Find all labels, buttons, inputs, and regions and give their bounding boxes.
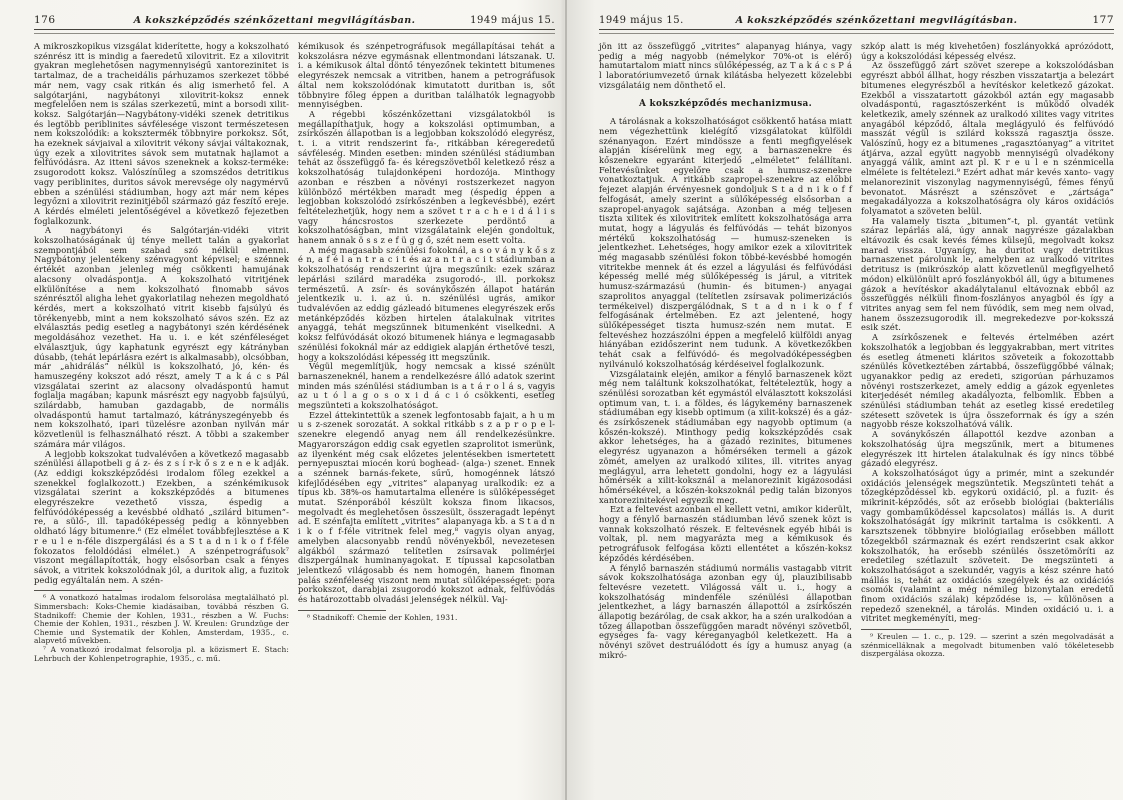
paragraph: A kokszolhatóságot úgy a primér, mint a szekundér oxidációs jelenségek megszüntetik. Megszünteti tehát a tőzegképződéssel kb. egykorú oxidáció, pl. a fuzit- és mikrinit-képződés, sőt az erősebb biológiai (bakteriális vagy gombaműködéssel kapcsolatos) mállás is. A durit kokszolhatóságát így mikrinit tartalma is csökkenti. A karsztszenek többnyire biológiailag erősebben mállott tőzegekből származnak és ezért rendszerint csak akkor kokszolhatók, ha erősebb szénülés összetömöríti az eredetileg szétlazult szöveteit. De megszünteti a kokszolhatóságot a szekundér, vagyis a kész szénre ható mállás is, tehát az oxidációs szegélyek és az oxidációs csomók (valamint a még némileg bizonytalan eredetű finom oxidációs szálak) képződése is, — különösen a repedező szeneknél, a tárolás. Minden oxidáció u. i. a vitritet megkeményíti, meg- [861,467,1114,624]
section-heading: A kokszképződés mechanizmusa. [638,98,813,109]
footnote: ⁶ A vonatkozó hatalmas irodalom felsorolása megtalálható pl. Simmersbach: Koks-Chemie kiadásaiban, továbbá részben G. Stadnikoff: Chemie der Kohlen, 1931., részben a W. Fuchs: Chemie der Kohlen, 1931., részben J. W. Kreulen: Grundzüge der Chemie und Systematik der Kohlen, Amsterdam, 1935., c. alapvető művekben. [34,593,289,646]
issue-date: 1949 május 15. [470,15,555,26]
right-page-column-1 [599,42,852,661]
paragraph: A tárolásnak a kokszolhatóságot csökkentő hatása miatt nem végezhettünk kielégítő vizsgálatokat külföldi szénanyagon. Ezért mindössze a fenti megfigyelések alapján kísérelünk meg egy, a barnaszenekre és kőszenekre egyaránt kiterjedő „elméletet” felállítani. Feltevésünket egyelőre csak a humusz-szenekre vonatkoztatjuk. A ritkább szapropel-szenekre az előbbi fejezet alapján érvényesnek gondoljuk S t a d n i k o f f felfogását, amely szerint a sülőképesség elsősorban a szapropel-anyagok sajátsága. Azonban a még teljesen tiszta xilitek és xilovitritek említett kokszolhatósága arra mutat, hogy a lágyulás és felfúvódás — tehát bizonyos mértékű kokszolhatóság — humusz-szeneken is jelentkezhet. Lehetséges, hogy amikor ezek a xilovitritek még magasabb szénülési fokon többé-kevésbbé homogén vitritekbe mennek át és ezzel a lágyulási és felfúvódási képesség mellé még sülőképesség is járul, a vitritek humusz-származású (humin- és bitumen-) anyagai szaprolitos anyaggal (telítetlen zsírsavak polimerizációs termékeivel) diszpergálódnak, S t a d n i k o f f felfogásának értelmében. Ez azt jelentené, hogy sülőképességet tiszta humusz-szén nem mutat. E feltevéshez hozzászólni éppen a megfelelő külföldi anyag hiányában ezidőszerint nem tudunk. A következőkben tehát csak a felfúvódó- és megolvadóképességben nyilvánuló kokszolhatóság kérdéseivel foglalkozunk. [599,116,852,369]
page-176 [0,0,561,800]
text-columns [34,42,555,663]
paragraph: A soványkőszén állapottól kezdve azonban a kokszolhatóság újra megszűnik, mert a bitumenes elegyrészek itt hirtelen átalakulnak és így nincs többé gázadó elegyrész. [861,429,1114,469]
footnote: ⁸ Stadnikoff: Chemie der Kohlen, 1931. [307,612,458,622]
header-rule [599,29,1114,34]
footnote: ⁷ A vonatkozó irodalmat felsorolja pl. a közismert E. Stach: Lehrbuch der Kohlenpetrographie, 1935., c. mű. [34,644,289,663]
paragraph: Ha valamely tiszta „bitumen”-t, pl. gyantát vetünk száraz lepárlás alá, úgy annak nagyrésze gázalakban eltávozik és csak kevés fémes külsejű, megolvadt koksz marad vissza. Ugyanígy, ha duritot vagy detritikus barnaszenet párolunk le, amelyben az uralkodó vitrites detritusz is (mikrószkóp alatt közvetlenül megfigyelhető módon) elkülönült apró foszlányokból áll, úgy a bitumenes gázok a hevítéskor akadálytalanul eltávoznak ebből az összefüggés nélküli finom-foszlányos anyagból és így a vitrites anyag sem fel nem fúvódik, sem meg nem olvad, hanem összezsugorodik ill. megrekedezve por-koksszá esik szét. [861,215,1114,333]
page-177 [561,0,1122,800]
paragraph: A még magasabb szénülési fokoknál, a s o v á n y k ő s z é n, a f é l a n t r a c i t és az a n t r a c i t stádiumban a kokszolhatóság rendszerint újra megszűnik: ezek száraz lepárlási szilárd maradéka zsugorodó-, ill. porkoksz természetű. A zsír- és soványkőszén állapot határán jelentkezik u. i. az ú. n. szénülési ugrás, amikor tudvalévően az eddig gázleadó bitumenes elegyrészek erős metánképződés közben hirtelen átalakulnak vitrites anyaggá, tehát megszűnnek bitumenként viselkedni. A koksz felfúvódását okozó bitumenek hiánya e legmagasabb szénülési fokoknál már az eddigiek alapján érthetővé teszi, hogy a kokszolódási képesség itt megszűnik. [298,244,555,362]
paragraph: Ezzel áttekintettük a szenek legfontosabb fajait, a h u m u s z-szenek sorozatát. A sokkal ritkább s z a p r o p e l-szenekre elegendő anyag nem áll rendelkezésünkre. Magyarországon eddig csak egyetlen szaprolitot ismerünk, az ilyenként még csak előzetes jelentésekben ismertetett pernyepusztai miocén korú boghead- (alga-) szenet. Ennek a szénnek barnás-fekete, sűrű, homogénnek látszó kifejlődésében egy „vitrites” alapanyag uralkodik: ez a típus kb. 38%-os hamutartalma ellenére is sülőképességet mutat. Szénporából készült koksza finom likacsos, megolvadt és meglehetősen összesült, összeragadt lepényt ad. E szénfajta említett „vitrites” alapanyaga kb. a S t a d n i k o f f-féle vitritnek felel meg,⁸ vagyis olyan anyag, amelyben alacsonyabb rendű növényekből, nevezetesen algákból származó telítetlen zsírsavak polimérjei diszpergálnak huminanyagokat. E típussal kapcsolatban jelentkező világosabb és nem homogén, hanem finoman palás szénféleség viszont nem mutat sülőképességet: pora porkokszot, darabjai zsugorodó kokszot adnak, felfúvódás és határozottabb olvadási jelenségek nélkül. Vaj- [298,409,555,605]
footnote-rule [34,590,122,591]
paragraph: A régebbi kőszénkőzettani vizsgálatokból is megállapíthatjuk, hogy a kokszolási optimumban, a zsírkőszén állapotban is a legjobban kokszolódó elegyrész, t. i. a vitrit rendszerint fa-, ritkábban kéregeredetű sávféleség. Minden esetben: minden szénülési stádiumban tehát az összefüggő fa- és kéregszövetből keletkező rész a kokszolhatóság tulajdonképeni hordozója. Minthogy azonban e részben a növényi rostszerkezet nagyon különböző mértékben maradt meg (éspedig éppen a legjobban kokszolódó zsírkőszénben a legkevésbbé), ezért feltételezhetjük, hogy nem a szövet t r a c h e i d á l i s vagy háncsrostos szerkezete perdöntő a kokszolhatóságban, mint vizsgálataink elején gondoltuk, hanem annak ö s s z e f ü g g ő, szét nem esett volta. [298,108,555,246]
running-title: A kokszképződés szénkőzettani megvilágításban. [735,15,1018,26]
paragraph: Végül megemlítjük, hogy nemcsak a kissé szénült barnaszeneknél, hanem a rendelkezésre álló adatok szerint minden más szénülési stádiumban is a t á r o l á s, vagyis az u t ó l a g o s o x i d á c i ó csökkenti, esetleg megszünteti a kokszolhatóságot. [298,361,555,411]
page-number: 176 [34,14,56,26]
footnotes [34,594,289,663]
footnote-rule [861,629,949,630]
header-rule [34,29,555,34]
left-page-column-2 [298,42,555,663]
paragraph: A legjobb kokszokat tudvalévően a következő magasabb szénülési állapotbeli g á z- és z s í r-k ő s z e n e k adják. (Az eddigi kokszképződési irodalom főleg ezekkel a szenekkel foglalkozott.) Ezekben, a szénkémikusok vizsgálatai szerint a kokszképződés a bitumenes elegyrészekre vezethető vissza, éspedig a felfúvódóképesség a kevésbbé oldható „szilárd bitumen”-re, a sülő-, ill. tapadóképesség pedig a könnyebben oldható lágy bitumenre.⁶ (Ez elmélet továbbfejlesztése a K r e u l e n-féle diszpergálási és a S t a d n i k o f f-féle fokozatos feloldódási elmélet.) A szénpetrográfusok⁷ viszont megállapították, hogy elsősorban csak a fényes sávok, a vitritek kokszolódnak jól, a duritok alig, a fuzitok pedig egyáltalán nem. A szén- [34,448,289,585]
paragraph: A mikroszkopikus vizsgálat kiderítette, hogy a kokszolható szénrész itt is mindig a faeredetű xilovitrit. Ez a xilovitrit gyakran meglehetősen nagymennyiségű xantorezinitet is tartalmaz, de a tracheidális párhuzamos szerkezet többé már nem, vagy csak ritkán és alig ismerhető fel. A salgótarjáni, nagybátonyi xilovitrit-koksz ennek megfelelően nem is szálas szerkezetű, mint a borsodi xilit-koksz. Salgótarján—Nagybátony-vidéki szenek detritikus és legtöbb periblinites sávfélesége viszont természetesen nem kokszolódik: a koksztermék többnyire porkoksz. Sőt, ha ezeknek sávjaival a xilovitrit vékony sávjai váltakoznak, úgy ezek a xilovitrites sávok sem mutatnak hajlamot a felfúvódásra. Az itteni sávos szeneknek a koksz-terméke: zsugorodott koksz. Valószínűleg a szomszédos detritikus vagy periblinites, duritos sávok merevsége oly nagymérvű ebben a szénülési stádiumban, hogy azt már nem képes legyőzni a xilovitrit rezinitjéből származó gáz feszítő ereje. A kérdés elméleti jelentőségével a következő fejezetben foglalkozunk. [34,41,289,226]
footnotes [861,633,1114,659]
right-page-column-2 [861,42,1114,661]
issue-date: 1949 május 15. [599,15,684,26]
text-columns [599,42,1114,661]
footnotes [298,614,555,623]
page-header [34,14,555,26]
paragraph: szkóp alatt is még kivehetően) foszlányokká aprózódott, úgy a kokszolódási képesség elvész. [861,41,1114,61]
page-number: 177 [1092,14,1114,26]
footnote: ⁹ Kreulen — 1. c., p. 129. — szerint a szén megolvadását a szénmicelláknak a megolvadt bitumenben való tökéletesebb diszpergálása okozza. [861,632,1114,659]
paragraph: jön itt az összefüggő „vitrites” alapanyag hiánya, vagy pedig a még nagyobb (némelykor 70%-ot is elérő) hamutartalom miatt nincs sülőképesség, az T a k á c s P á l laboratóriumvezető úrnak kilátásba helyezett közelebbi vizsgálatáig nem dönthető el. [599,41,852,90]
paragraph: A zsírkőszenek e feltevés értelmében azért kokszolhatók a legjobban és leggyakrabban, mert vitrites és esetleg átmeneti kláritos szöveteik a fokozottabb szénülés következtében zártabbá, összefüggőbbé válnak; ugyanakkor pedig az eredeti, szigorúan párhuzamos növényi rostszerkezet, amely eddig a gázok egyenletes kiterjedését némileg akadályozta, felbomlik. Ebben a szénülési stádiumban tehát az esetleg kissé eredetileg szétesett szövetek is újra összeforrnak és így a szén nagyobb része kokszolhatóvá válik. [861,332,1114,430]
paragraph: Vizsgálataink elején, amikor a fénylő barnaszenek közt még nem találtunk kokszolhatókat, feltételeztük, hogy a szénülési sorozatban két egymástól elválasztott kokszolási optimum van, t. i. a földes, és lágykemény barnaszenek stádiumában egy kisebb optimum (a xilit-kokszé) és a gáz- és zsírkőszenek stádiumában egy nagyobb optimum (a kőszén-kokszé). Minthogy pedig kokszképződés csak akkor lehetséges, ha a gázadó rezinites, bitumenes elegyrész ugyanazon a hőmérséken termeli a gázok zömét, amelyen az uralkodó xilites, ill. vitrites anyag meglágyul, arra lehetett gondolni, hogy ez a lágyulási hőmérsék a xilit-koksznál a melanorezinit kigázosodási hőmérsékével, a kőszén-kokszoknál pedig talán bizonyos xantorezinitekével egyezik meg. [599,368,852,505]
paragraph: A fénylő barnaszén stádiumú normális vastagabb vitrit sávok kokszolhatósága azonban egy új, plauzibilisabb feltevésre vezetett. Világossá vált u. i., hogy a kokszolhatóság mindenféle szénülési állapotban jelentkezhet, a lágy barnaszén állapottól a zsírkőszén állapotig bezárólag, de csak akkor, ha a szén uralkodóan a tőzeg állapotban összefüggően maradt növényi szövetből, egységes fa- vagy kéreganyagból keletkezett. Ha a növényi szövet destruálódott és így a humusz anyag (a mikró- [599,562,852,660]
page-header [599,14,1114,26]
running-title: A kokszképződés szénkőzettani megvilágításban. [133,15,416,26]
paragraph: kémikusok és szénpetrográfusok megállapításai tehát a kokszolásra nézve egymásnak ellentmondani látszanak. U. i. a kémikusok által döntő tényezőnek tekintett bitumenes elegyrészek nemcsak a vitritben, hanem a petrográfusok által nem kokszolódónak kimutatott duritban is, sőt többnyire főleg éppen a duritban találhatók legnagyobb mennyiségben. [298,41,555,110]
left-page-column-1 [34,42,289,663]
paragraph: A nagybátonyi és Salgótarján-vidéki vitrit kokszolhatóságának új ténye mellett talán a gyakorlat szempontjából sem szabad szó nélkül elmenni. Nagybátony jelentékeny szénvagyont képvisel; e szénnek értékét azonban jelenleg még csökkenti hamujának alacsony olvadáspontja. A kokszolható vitritjének elkülönítése a nem kokszolható finomabb sávos szénrésztől aligha lehet gyakorlatilag nehezen megoldható kérdés, mert a kokszolható vitrit kisebb fajsúlyú és törékenyebb, mint a nem kokszolható sávos szén. Ez az elválasztás pedig esetleg a nagybátonyi szén kérdésének megoldásához vezethet. Ha u. i. e két szénféleséget elválasztjuk, úgy kaphatunk egyrészt egy kátrányban dúsabb, (tehát lepárlásra ezért is alkalmasabb), olcsóbban, már „ahidrálás” nélkül is kokszolható, jó, kén- és hamuszegény kokszot adó részt, amely T a k á c s Pál vizsgálatai szerint az alacsony olvadáspontú hamut foglalja magában; kapunk másrészt egy nagyobb fajsúlyú, szilárdabb, hamuban gazdagabb, de normális olvadáspontú hamut tartalmazó, kátrányszegényebb és nem kokszolható, ipari tüzelésre azonban nyilván már közvetlenül is felhasználható részt. A többi a szakember számára már világos. [34,225,289,449]
paragraph: Az összefüggő zárt szövet szerepe a kokszolódásban egyrészt abból állhat, hogy részben visszatartja a belezárt bitumenes elegyrészből a hevítéskor keletkező gázokat. Ezekből a visszatartott gázokból aztán egy magasabb olvadáspontú, ragasztószerként is működő olvadék keletkezik, amely szénnek az uralkodó xilites vagy vitrites anyagából képződő, általa meglágyuló és felfúvódó masszát végül is szilárd koksszá ragasztja össze. Valószínű, hogy ez a bitumenes „ragasztóanyag” a vitritet átjárva, azzal együtt nagyobb mennyiségű olvadékony anyaggá válik, amint azt pl. K r e u l e n szénmicella elmélete is feltételezi.⁹ Ezért adhat már kevés xanto- vagy melanorezinit viszonylag nagymennyiségű, fémes fényű bevonatot. Másrészt a szénszövet e „zártsága” megakadályozza a kokszolhatóságra oly káros oxidációs folyamatot a szöveten belül. [861,60,1114,216]
footnote-rule [298,610,386,611]
paragraph: Ezt a feltevést azonban el kellett vetni, amikor kiderült, hogy a fénylő barnaszén stádiumban lévő szenek közt is vannak kokszolható részek. E feltevésnek egyéb hibái is voltak, pl. nem magyarázta meg a kémikusok és petrográfusok felfogása közti ellentétet a kőszén-koksz képződés kérdésében. [599,504,852,563]
